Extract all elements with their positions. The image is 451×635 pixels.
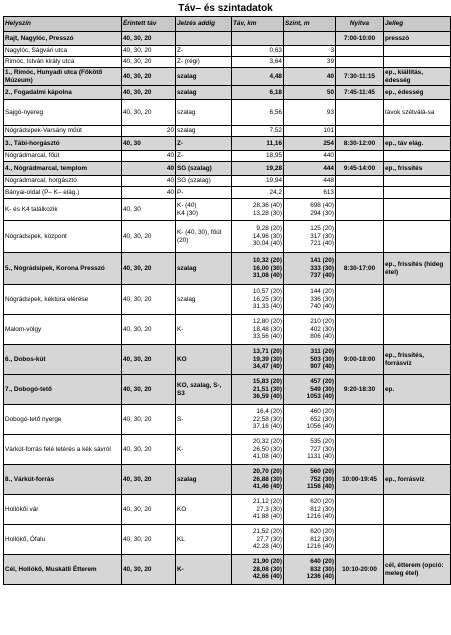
cell-marking: S- bbox=[176, 405, 232, 435]
cell-place: 6., Dobos-kút bbox=[4, 345, 122, 375]
cell-place: Hollókő, Ófalu bbox=[4, 525, 122, 555]
table-row bbox=[4, 555, 451, 585]
page-title: Táv– és szintadatok bbox=[178, 3, 273, 14]
header-nyitva: Nyitva bbox=[336, 17, 384, 32]
cell-character bbox=[384, 525, 451, 555]
table-body bbox=[4, 32, 451, 585]
cell-place: Bányai-oldal (P– K– elág.) bbox=[4, 187, 122, 199]
cell-distance-km: 11,16 bbox=[232, 137, 284, 151]
cell-opening-hours bbox=[336, 100, 384, 126]
table-row bbox=[4, 187, 451, 199]
cell-affected-distance: 40, 30, 20 bbox=[122, 285, 176, 315]
cell-affected-distance: 40, 30, 20 bbox=[122, 465, 176, 495]
cell-distance-km: 20,70 (20) 26,88 (30) 41,46 (40) bbox=[232, 465, 284, 495]
cell-elevation-m bbox=[284, 32, 336, 46]
cell-affected-distance: 40, 30, 20 bbox=[122, 495, 176, 525]
cell-elevation-m: 640 (20) 832 (30) 1236 (40) bbox=[284, 555, 336, 585]
cell-distance-km: 21,52 (20) 27,7 (30) 42,28 (40) bbox=[232, 525, 284, 555]
table-row bbox=[4, 345, 451, 375]
table-row bbox=[4, 46, 451, 57]
header-jelleg: Jelleg bbox=[384, 17, 451, 32]
cell-place: K- és K4 találkozik bbox=[4, 199, 122, 221]
cell-character bbox=[384, 495, 451, 525]
cell-distance-km: 28,36 (40) 13,28 (30) bbox=[232, 199, 284, 221]
cell-marking: szalag bbox=[176, 86, 232, 100]
cell-marking: szalag bbox=[176, 285, 232, 315]
cell-affected-distance: 40, 30, 20 bbox=[122, 315, 176, 345]
cell-place: Rimóc, István király utca bbox=[4, 57, 122, 68]
cell-affected-distance: 40 bbox=[122, 151, 176, 162]
cell-opening-hours bbox=[336, 46, 384, 57]
cell-elevation-m: 444 bbox=[284, 162, 336, 176]
cell-elevation-m: 613 bbox=[284, 187, 336, 199]
cell-affected-distance: 40, 30, 20 bbox=[122, 46, 176, 57]
cell-affected-distance: 40, 30, 20 bbox=[122, 86, 176, 100]
cell-distance-km: 6,56 bbox=[232, 100, 284, 126]
cell-character: cél, étterem (opció: meleg étel) bbox=[384, 555, 451, 585]
cell-opening-hours: 9:45-14:00 bbox=[336, 162, 384, 176]
cell-character: ep. bbox=[384, 375, 451, 405]
cell-opening-hours bbox=[336, 285, 384, 315]
cell-character: ep., forrásvíz bbox=[384, 465, 451, 495]
cell-character bbox=[384, 199, 451, 221]
cell-place: Malom-völgy bbox=[4, 315, 122, 345]
cell-affected-distance: 40, 30, 20 bbox=[122, 57, 176, 68]
table-header-row bbox=[4, 17, 451, 32]
cell-affected-distance: 40, 30, 20 bbox=[122, 435, 176, 465]
table-row bbox=[4, 57, 451, 68]
cell-marking: K- (40) K4 (30) bbox=[176, 199, 232, 221]
cell-distance-km: 19,94 bbox=[232, 176, 284, 187]
cell-character bbox=[384, 176, 451, 187]
table-row bbox=[4, 86, 451, 100]
cell-elevation-m: 457 (20) 549 (30) 1053 (40) bbox=[284, 375, 336, 405]
cell-elevation-m: 620 (20) 812 (30) 1216 (40) bbox=[284, 525, 336, 555]
cell-character bbox=[384, 126, 451, 137]
cell-marking bbox=[176, 32, 232, 46]
cell-elevation-m: 40 bbox=[284, 68, 336, 86]
table-row bbox=[4, 176, 451, 187]
cell-marking: K- bbox=[176, 315, 232, 345]
header-jelzes-addig: Jelzés addig bbox=[176, 17, 232, 32]
cell-place: Dobogó-tető nyerge bbox=[4, 405, 122, 435]
cell-affected-distance: 40, 30, 20 bbox=[122, 253, 176, 285]
cell-opening-hours bbox=[336, 405, 384, 435]
cell-character: ep., frissítés (hideg étel) bbox=[384, 253, 451, 285]
cell-distance-km: 6,18 bbox=[232, 86, 284, 100]
cell-distance-km bbox=[232, 32, 284, 46]
cell-place: Nógrádsipek-Varsány műút bbox=[4, 126, 122, 137]
cell-distance-km: 24,2 bbox=[232, 187, 284, 199]
cell-place: 2., Fogadalmi kápolna bbox=[4, 86, 122, 100]
header-erintett-tav: Érintett táv bbox=[122, 17, 176, 32]
cell-distance-km: 4,48 bbox=[232, 68, 284, 86]
cell-marking: P- bbox=[176, 187, 232, 199]
cell-opening-hours bbox=[336, 495, 384, 525]
cell-elevation-m: 141 (20) 333 (30) 737 (40) bbox=[284, 253, 336, 285]
cell-affected-distance: 40, 30, 20 bbox=[122, 100, 176, 126]
cell-affected-distance: 40, 30, 20 bbox=[122, 345, 176, 375]
cell-elevation-m: 620 (20) 812 (30) 1216 (40) bbox=[284, 495, 336, 525]
table-row bbox=[4, 375, 451, 405]
cell-place: Hollókői vár bbox=[4, 495, 122, 525]
cell-distance-km: 21,12 (20) 27,3 (30) 41,88 (40) bbox=[232, 495, 284, 525]
cell-place: Nagylóc, Ságvári utca bbox=[4, 46, 122, 57]
cell-opening-hours bbox=[336, 176, 384, 187]
cell-place: 8., Várkút-forrás bbox=[4, 465, 122, 495]
cell-character: ep., frissítés, forrásvíz bbox=[384, 345, 451, 375]
cell-opening-hours: 8:30-17:00 bbox=[336, 253, 384, 285]
header-szint-m: Szint, m bbox=[284, 17, 336, 32]
cell-opening-hours: 7:30-11:15 bbox=[336, 68, 384, 86]
table-row bbox=[4, 151, 451, 162]
cell-distance-km: 9,28 (20) 14,96 (30) 30,04 (40) bbox=[232, 221, 284, 253]
cell-opening-hours: 7:00-10:00 bbox=[336, 32, 384, 46]
table-row bbox=[4, 100, 451, 126]
cell-distance-km: 16,4 (20) 22,58 (30) 37,16 (40) bbox=[232, 405, 284, 435]
cell-affected-distance: 40, 30, 20 bbox=[122, 221, 176, 253]
table-row bbox=[4, 68, 451, 86]
cell-character: ep., frissítés bbox=[384, 162, 451, 176]
cell-elevation-m: 144 (20) 336 (30) 740 (40) bbox=[284, 285, 336, 315]
cell-marking: K- (40, 30), főút (20) bbox=[176, 221, 232, 253]
table-row bbox=[4, 162, 451, 176]
cell-elevation-m: 440 bbox=[284, 151, 336, 162]
cell-place: 4., Nógrádmarcal, templom bbox=[4, 162, 122, 176]
cell-marking: szalag bbox=[176, 465, 232, 495]
cell-distance-km: 19,28 bbox=[232, 162, 284, 176]
cell-distance-km: 7,52 bbox=[232, 126, 284, 137]
cell-elevation-m: 560 (20) 752 (30) 1156 (40) bbox=[284, 465, 336, 495]
cell-distance-km: 15,83 (20) 21,51 (30) 36,59 (40) bbox=[232, 375, 284, 405]
cell-affected-distance: 40, 30, 20 bbox=[122, 405, 176, 435]
cell-character bbox=[384, 151, 451, 162]
cell-place: Cél, Hollókő, Muskátli Étterem bbox=[4, 555, 122, 585]
cell-opening-hours bbox=[336, 151, 384, 162]
cell-elevation-m: 535 (20) 727 (30) 1131 (40) bbox=[284, 435, 336, 465]
table-row bbox=[4, 199, 451, 221]
cell-opening-hours bbox=[336, 525, 384, 555]
cell-character bbox=[384, 435, 451, 465]
cell-distance-km: 3,64 bbox=[232, 57, 284, 68]
cell-character bbox=[384, 285, 451, 315]
cell-place: 3., Tábi-horgásztó bbox=[4, 137, 122, 151]
cell-marking: K- bbox=[176, 555, 232, 585]
cell-place: 1., Rimóc, Hunyadi utca (Főkötő Múzeum) bbox=[4, 68, 122, 86]
table-row bbox=[4, 253, 451, 285]
cell-affected-distance: 40, 30, 20 bbox=[122, 32, 176, 46]
cell-place: Nógrádmarcal, főút bbox=[4, 151, 122, 162]
cell-distance-km: 13,71 (20) 19,39 (30) 34,47 (40) bbox=[232, 345, 284, 375]
cell-opening-hours: 10:10-20:00 bbox=[336, 555, 384, 585]
cell-place: Nógrádmarcal, horgásztó bbox=[4, 176, 122, 187]
table-row bbox=[4, 435, 451, 465]
cell-opening-hours bbox=[336, 126, 384, 137]
cell-elevation-m: 101 bbox=[284, 126, 336, 137]
cell-place: Nógrádsipek, kéktúra elérése bbox=[4, 285, 122, 315]
cell-place: Rajt, Nagylóc, Presszó bbox=[4, 32, 122, 46]
cell-marking: KO bbox=[176, 345, 232, 375]
cell-opening-hours bbox=[336, 57, 384, 68]
cell-affected-distance: 40, 30, 20 bbox=[122, 525, 176, 555]
cell-character bbox=[384, 221, 451, 253]
table-row bbox=[4, 221, 451, 253]
cell-character bbox=[384, 57, 451, 68]
cell-affected-distance: 40, 30, 20 bbox=[122, 68, 176, 86]
cell-place: Nógrádsipek, központ bbox=[4, 221, 122, 253]
cell-marking: KO, szalag, S-, S3 bbox=[176, 375, 232, 405]
cell-opening-hours: 9:00-18:00 bbox=[336, 345, 384, 375]
cell-marking: SG (szalag) bbox=[176, 176, 232, 187]
cell-character bbox=[384, 405, 451, 435]
cell-distance-km: 20,32 (20) 26,50 (30) 41,08 (40) bbox=[232, 435, 284, 465]
cell-opening-hours: 9:20-18:30 bbox=[336, 375, 384, 405]
cell-marking: Z- bbox=[176, 137, 232, 151]
cell-character bbox=[384, 315, 451, 345]
cell-elevation-m: 39 bbox=[284, 57, 336, 68]
cell-character bbox=[384, 187, 451, 199]
cell-affected-distance: 20 bbox=[122, 126, 176, 137]
table-row bbox=[4, 315, 451, 345]
cell-marking: szalag bbox=[176, 68, 232, 86]
cell-opening-hours: 8:30-12:00 bbox=[336, 137, 384, 151]
cell-marking: K- bbox=[176, 435, 232, 465]
cell-marking: Z- (régi) bbox=[176, 57, 232, 68]
distance-elevation-table bbox=[3, 16, 451, 585]
table-row bbox=[4, 495, 451, 525]
cell-marking: KO bbox=[176, 495, 232, 525]
cell-opening-hours bbox=[336, 221, 384, 253]
cell-place: 5., Nógrádsipek, Korona Presszó bbox=[4, 253, 122, 285]
cell-affected-distance: 40, 30 bbox=[122, 137, 176, 151]
cell-affected-distance: 40 bbox=[122, 162, 176, 176]
cell-opening-hours: 7:45-11:45 bbox=[336, 86, 384, 100]
cell-opening-hours bbox=[336, 435, 384, 465]
cell-marking: szalag bbox=[176, 253, 232, 285]
cell-affected-distance: 40, 30, 20 bbox=[122, 555, 176, 585]
cell-elevation-m: 210 (20) 402 (30) 806 (40) bbox=[284, 315, 336, 345]
cell-marking: szalag bbox=[176, 100, 232, 126]
cell-affected-distance: 40 bbox=[122, 176, 176, 187]
table-row bbox=[4, 137, 451, 151]
cell-marking: Z- bbox=[176, 151, 232, 162]
cell-elevation-m: 93 bbox=[284, 100, 336, 126]
table-row bbox=[4, 32, 451, 46]
cell-character: presszó bbox=[384, 32, 451, 46]
header-tav-km: Táv, km bbox=[232, 17, 284, 32]
cell-place: 7., Dobogó-tető bbox=[4, 375, 122, 405]
cell-distance-km: 21,90 (20) 28,08 (30) 42,66 (40) bbox=[232, 555, 284, 585]
cell-place: Várkút-forrás felé letérés a kék sávról bbox=[4, 435, 122, 465]
cell-distance-km: 18,95 bbox=[232, 151, 284, 162]
cell-character: ep., édesség bbox=[384, 86, 451, 100]
cell-opening-hours bbox=[336, 199, 384, 221]
cell-distance-km: 12,80 (20) 18,48 (30) 33,56 (40) bbox=[232, 315, 284, 345]
cell-distance-km: 10,57 (20) 16,25 (30) 31,33 (40) bbox=[232, 285, 284, 315]
table-row bbox=[4, 126, 451, 137]
header-helyszin: Helyszín bbox=[4, 17, 122, 32]
cell-affected-distance: 40, 30 bbox=[122, 199, 176, 221]
cell-elevation-m: 311 (20) 503 (30) 907 (40) bbox=[284, 345, 336, 375]
cell-marking: KL bbox=[176, 525, 232, 555]
cell-elevation-m: 254 bbox=[284, 137, 336, 151]
cell-distance-km: 0,63 bbox=[232, 46, 284, 57]
cell-elevation-m: 448 bbox=[284, 176, 336, 187]
cell-character: ep., kiállítás, édesség bbox=[384, 68, 451, 86]
cell-character: ep., táv elág. bbox=[384, 137, 451, 151]
cell-opening-hours bbox=[336, 187, 384, 199]
cell-character bbox=[384, 46, 451, 57]
cell-marking: szalag bbox=[176, 126, 232, 137]
table-row bbox=[4, 405, 451, 435]
cell-elevation-m: 698 (40) 294 (30) bbox=[284, 199, 336, 221]
cell-opening-hours bbox=[336, 315, 384, 345]
cell-opening-hours: 10:00-19:45 bbox=[336, 465, 384, 495]
cell-distance-km: 10,32 (20) 16,00 (30) 31,08 (40) bbox=[232, 253, 284, 285]
table-row bbox=[4, 525, 451, 555]
cell-marking: SG (szalag) bbox=[176, 162, 232, 176]
cell-elevation-m: 125 (20) 317 (30) 721 (40) bbox=[284, 221, 336, 253]
cell-marking: Z- bbox=[176, 46, 232, 57]
cell-character: távok szétválá-sa bbox=[384, 100, 451, 126]
cell-affected-distance: 40, 30, 20 bbox=[122, 375, 176, 405]
cell-place: Sajgó-nyereg bbox=[4, 100, 122, 126]
cell-elevation-m: 50 bbox=[284, 86, 336, 100]
cell-elevation-m: 3 bbox=[284, 46, 336, 57]
table-row bbox=[4, 285, 451, 315]
cell-affected-distance: 40 bbox=[122, 187, 176, 199]
table-row bbox=[4, 465, 451, 495]
cell-elevation-m: 460 (20) 652 (30) 1056 (40) bbox=[284, 405, 336, 435]
